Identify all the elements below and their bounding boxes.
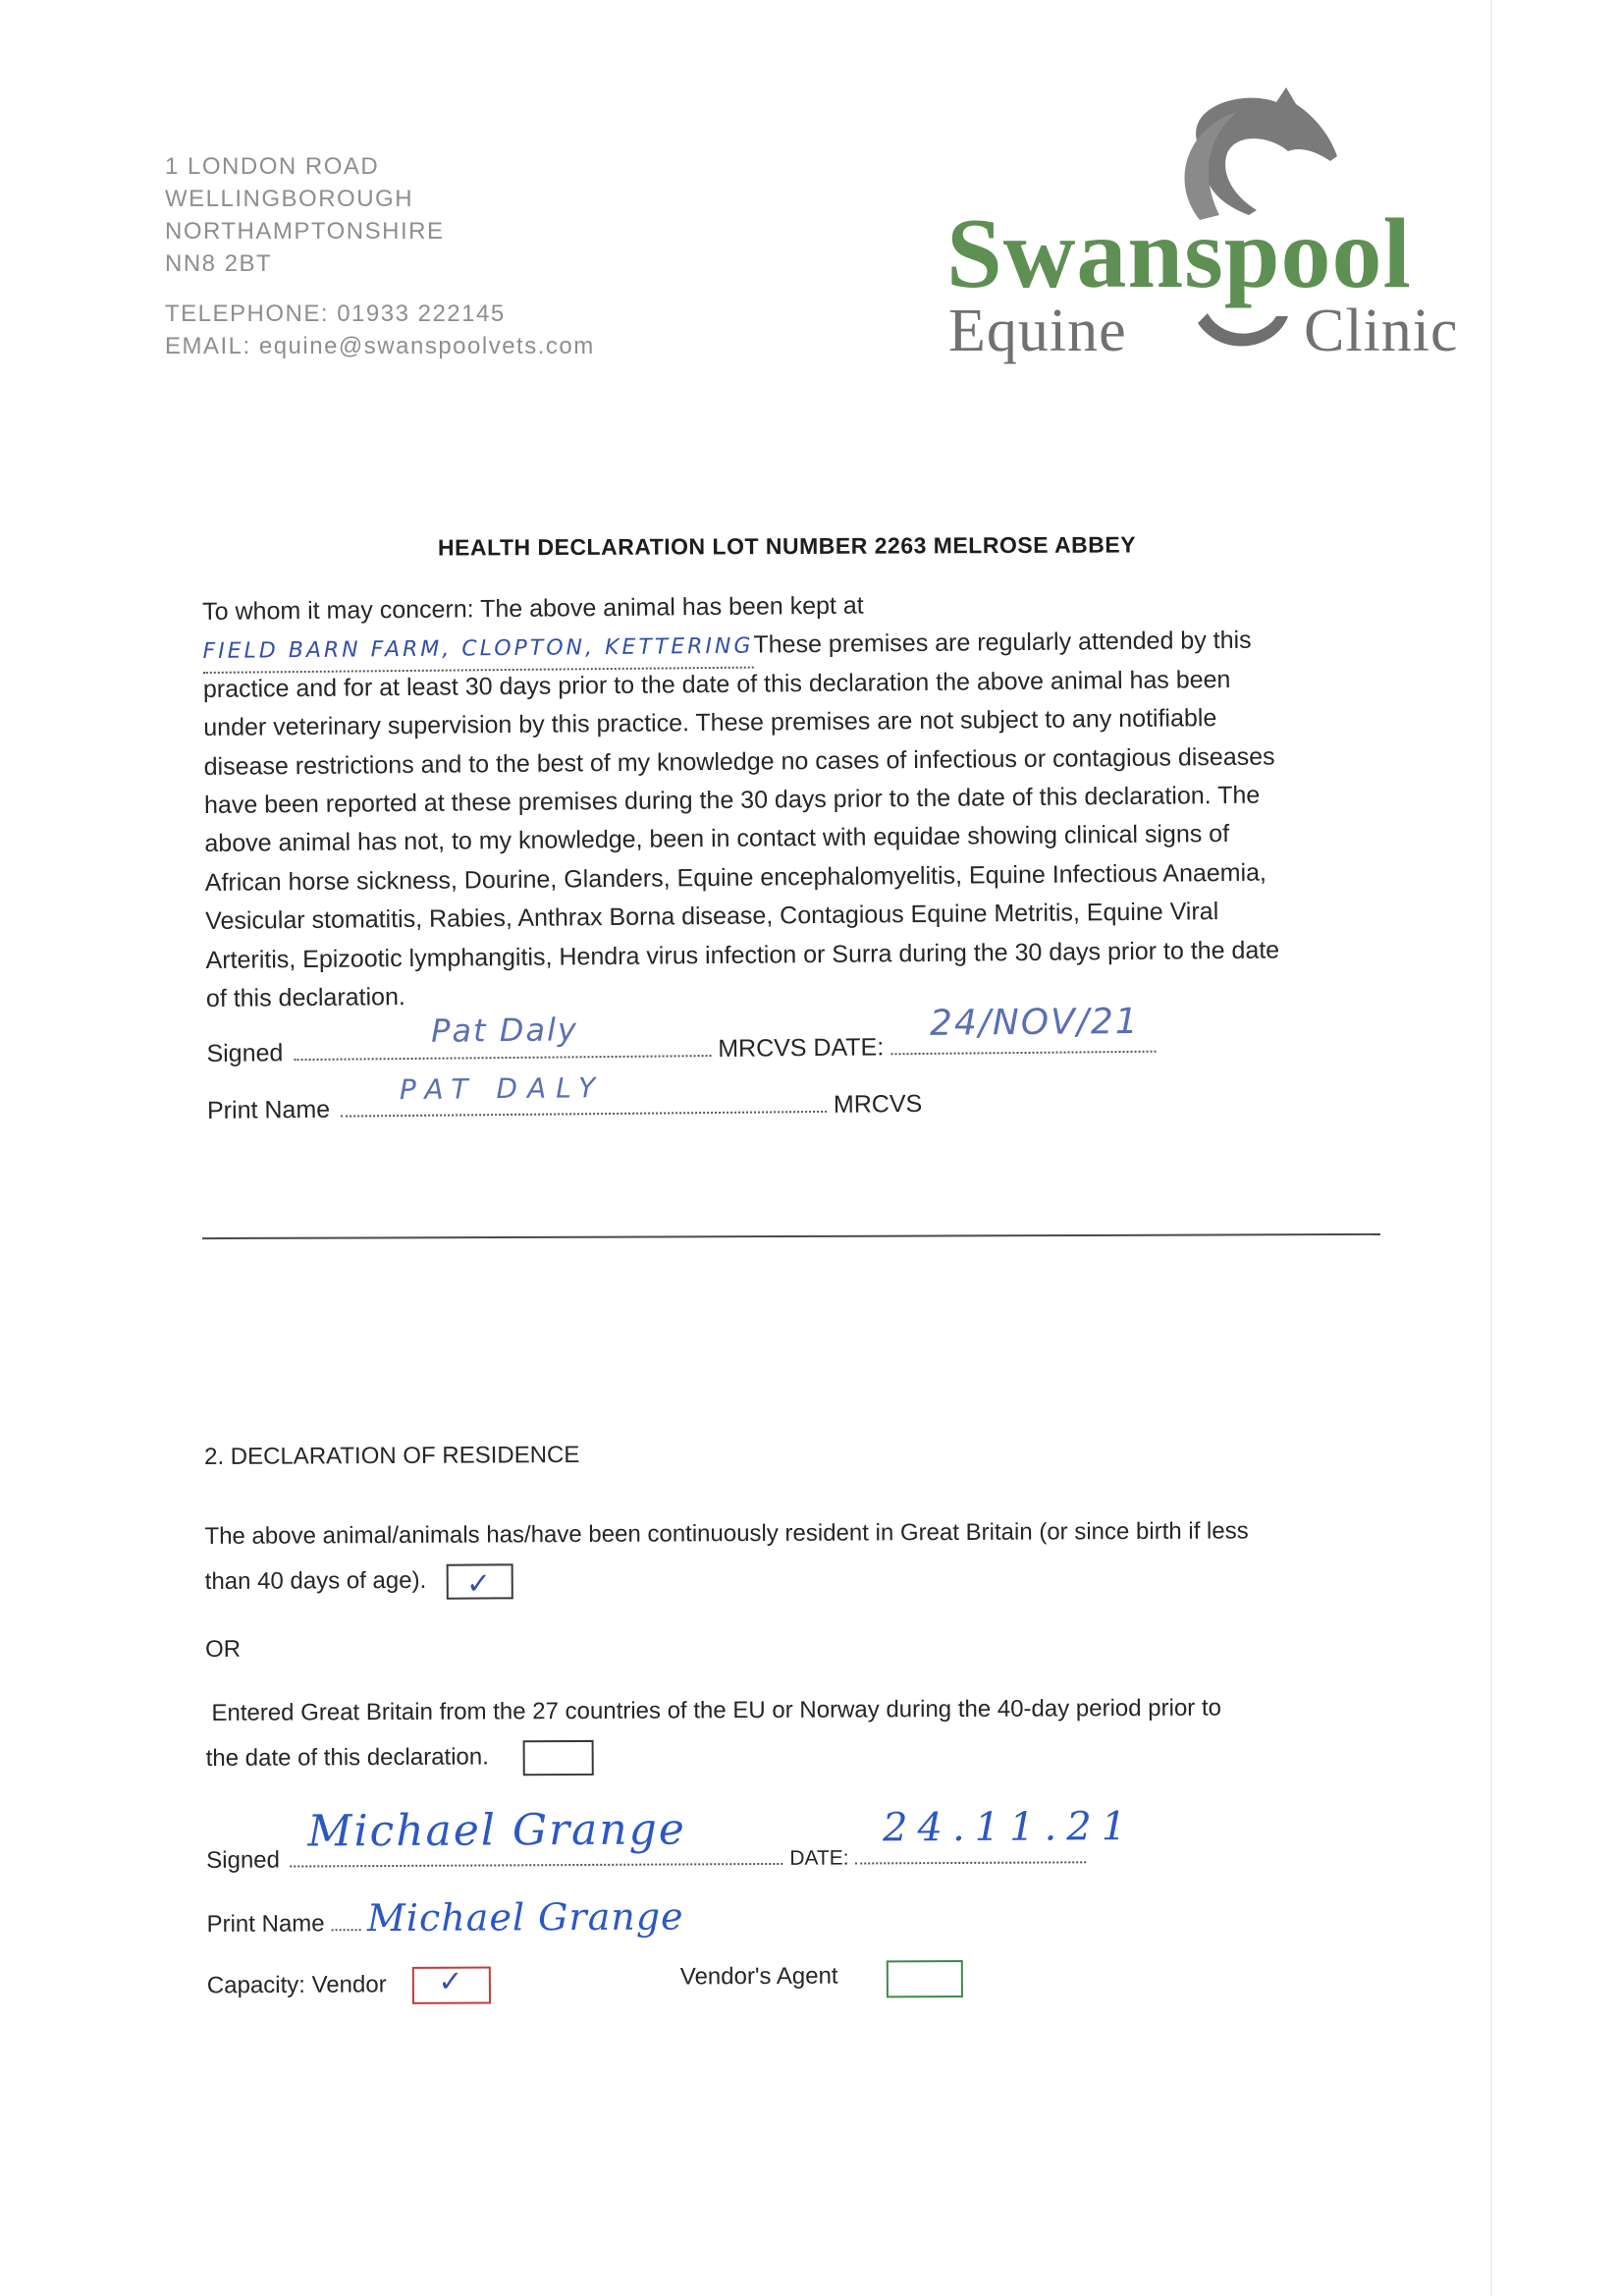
owner-signature: Michael Grange [307,1804,687,1857]
vet-date: 24/NOV/21 [929,1002,1140,1045]
declaration-of-residence [204,1438,1405,2017]
owner-date-label: DATE: [789,1846,849,1870]
email: EMAIL: equine@swanspoolvets.com [165,333,595,359]
scan-edge [1490,0,1492,2296]
resident-checkmark: ✓ [465,1566,492,1602]
declaration-line-3: under veterinary supervision by this practice. These premises are not subject to any notifiable [203,704,1217,742]
owner-signed-label: Signed [206,1846,281,1874]
vendors-agent-label: Vendor's Agent [679,1962,838,1991]
resident-checkbox[interactable] [447,1563,513,1602]
declaration-line-6: above animal has not, to my knowledge, been in contact with equidae showing clinical signs of [204,820,1230,858]
capacity-label: Capacity: Vendor [206,1971,387,1999]
residence-heading: 2. DECLARATION OF RESIDENCE [204,1441,580,1470]
intro-line: To whom it may concern: The above animal has been kept at [202,591,864,626]
declaration-line-2: practice and for at least 30 days prior to the date of this declaration the above animal has been [202,665,1231,703]
vendor-checkmark: ✓ [438,1964,463,1999]
logo-equine: Equine [948,298,1127,364]
health-declaration [202,581,1385,1146]
vet-signed-label: Signed [206,1039,284,1068]
owner-print-name: Michael Grange [366,1894,684,1941]
declaration-line-8: Vesicular stomatitis, Rabies, Anthrax Borna disease, Contagious Equine Metritis, Equine Viral [205,898,1219,936]
option1-line-2: than 40 days of age). [204,1566,427,1595]
vet-print-name-label: Print Name [206,1096,331,1125]
clinic-address [165,150,595,362]
vendors-agent-checkbox[interactable] [887,1960,963,1997]
vet-print-name: PAT DALY [399,1071,606,1107]
telephone: TELEPHONE: 01933 222145 [165,301,506,327]
declaration-line-10: of this declaration. [205,982,405,1012]
clinic-logo [943,82,1473,377]
page-title: HEALTH DECLARATION LOT NUMBER 2263 MELROSE ABBEY [437,531,1137,561]
address-postcode: NN8 2BT [165,250,273,277]
address-line-3: NORTHAMPTONSHIRE [165,218,445,245]
entered-gb-checkbox[interactable] [522,1740,593,1776]
declaration-line-7: African horse sickness, Dourine, Glanders, Equine encephalomyelitis, Equine Infectious Anaemia, [204,858,1267,897]
declaration-line-4: disease restrictions and to the best of my knowledge no cases of infectious or contagious diseases [203,742,1275,781]
declaration-line-1: These premises are regularly attended by this [753,627,1252,660]
premises-handwritten: FIELD BARN FARM, CLOPTON, KETTERING [202,628,753,674]
vet-signature: Pat Daly [430,1011,578,1051]
owner-print-name-label: Print Name [206,1910,325,1938]
section-divider [202,1233,1380,1239]
logo-clinic: Clinic [1304,298,1459,364]
vendor-checkbox[interactable] [412,1966,491,2003]
address-line-1: 1 LONDON ROAD [165,153,380,180]
declaration-line-5: have been reported at these premises during the 30 days prior to the date of this declaration. The [203,781,1261,819]
option2-line-2: the date of this declaration. [205,1743,489,1772]
address-line-2: WELLINGBOROUGH [165,186,414,212]
owner-date: 24.11.21 [882,1804,1137,1851]
option2-line-1: Entered Great Britain from the 27 countries of the EU or Norway during the 40-day period prior to [211,1694,1222,1726]
option1-line-1: The above animal/animals has/have been continuously resident in Great Britain (or since birth if less [204,1517,1249,1550]
or-label: OR [205,1635,242,1663]
mrcvs-label: MRCVS [833,1090,923,1120]
logo-name: Swanspool [946,198,1412,309]
mrcvs-date-label: MRCVS DATE: [718,1033,885,1064]
declaration-line-9: Arteritis, Epizootic lymphangitis, Hendra virus infection or Surra during the 30 days prior to the date [205,936,1280,974]
